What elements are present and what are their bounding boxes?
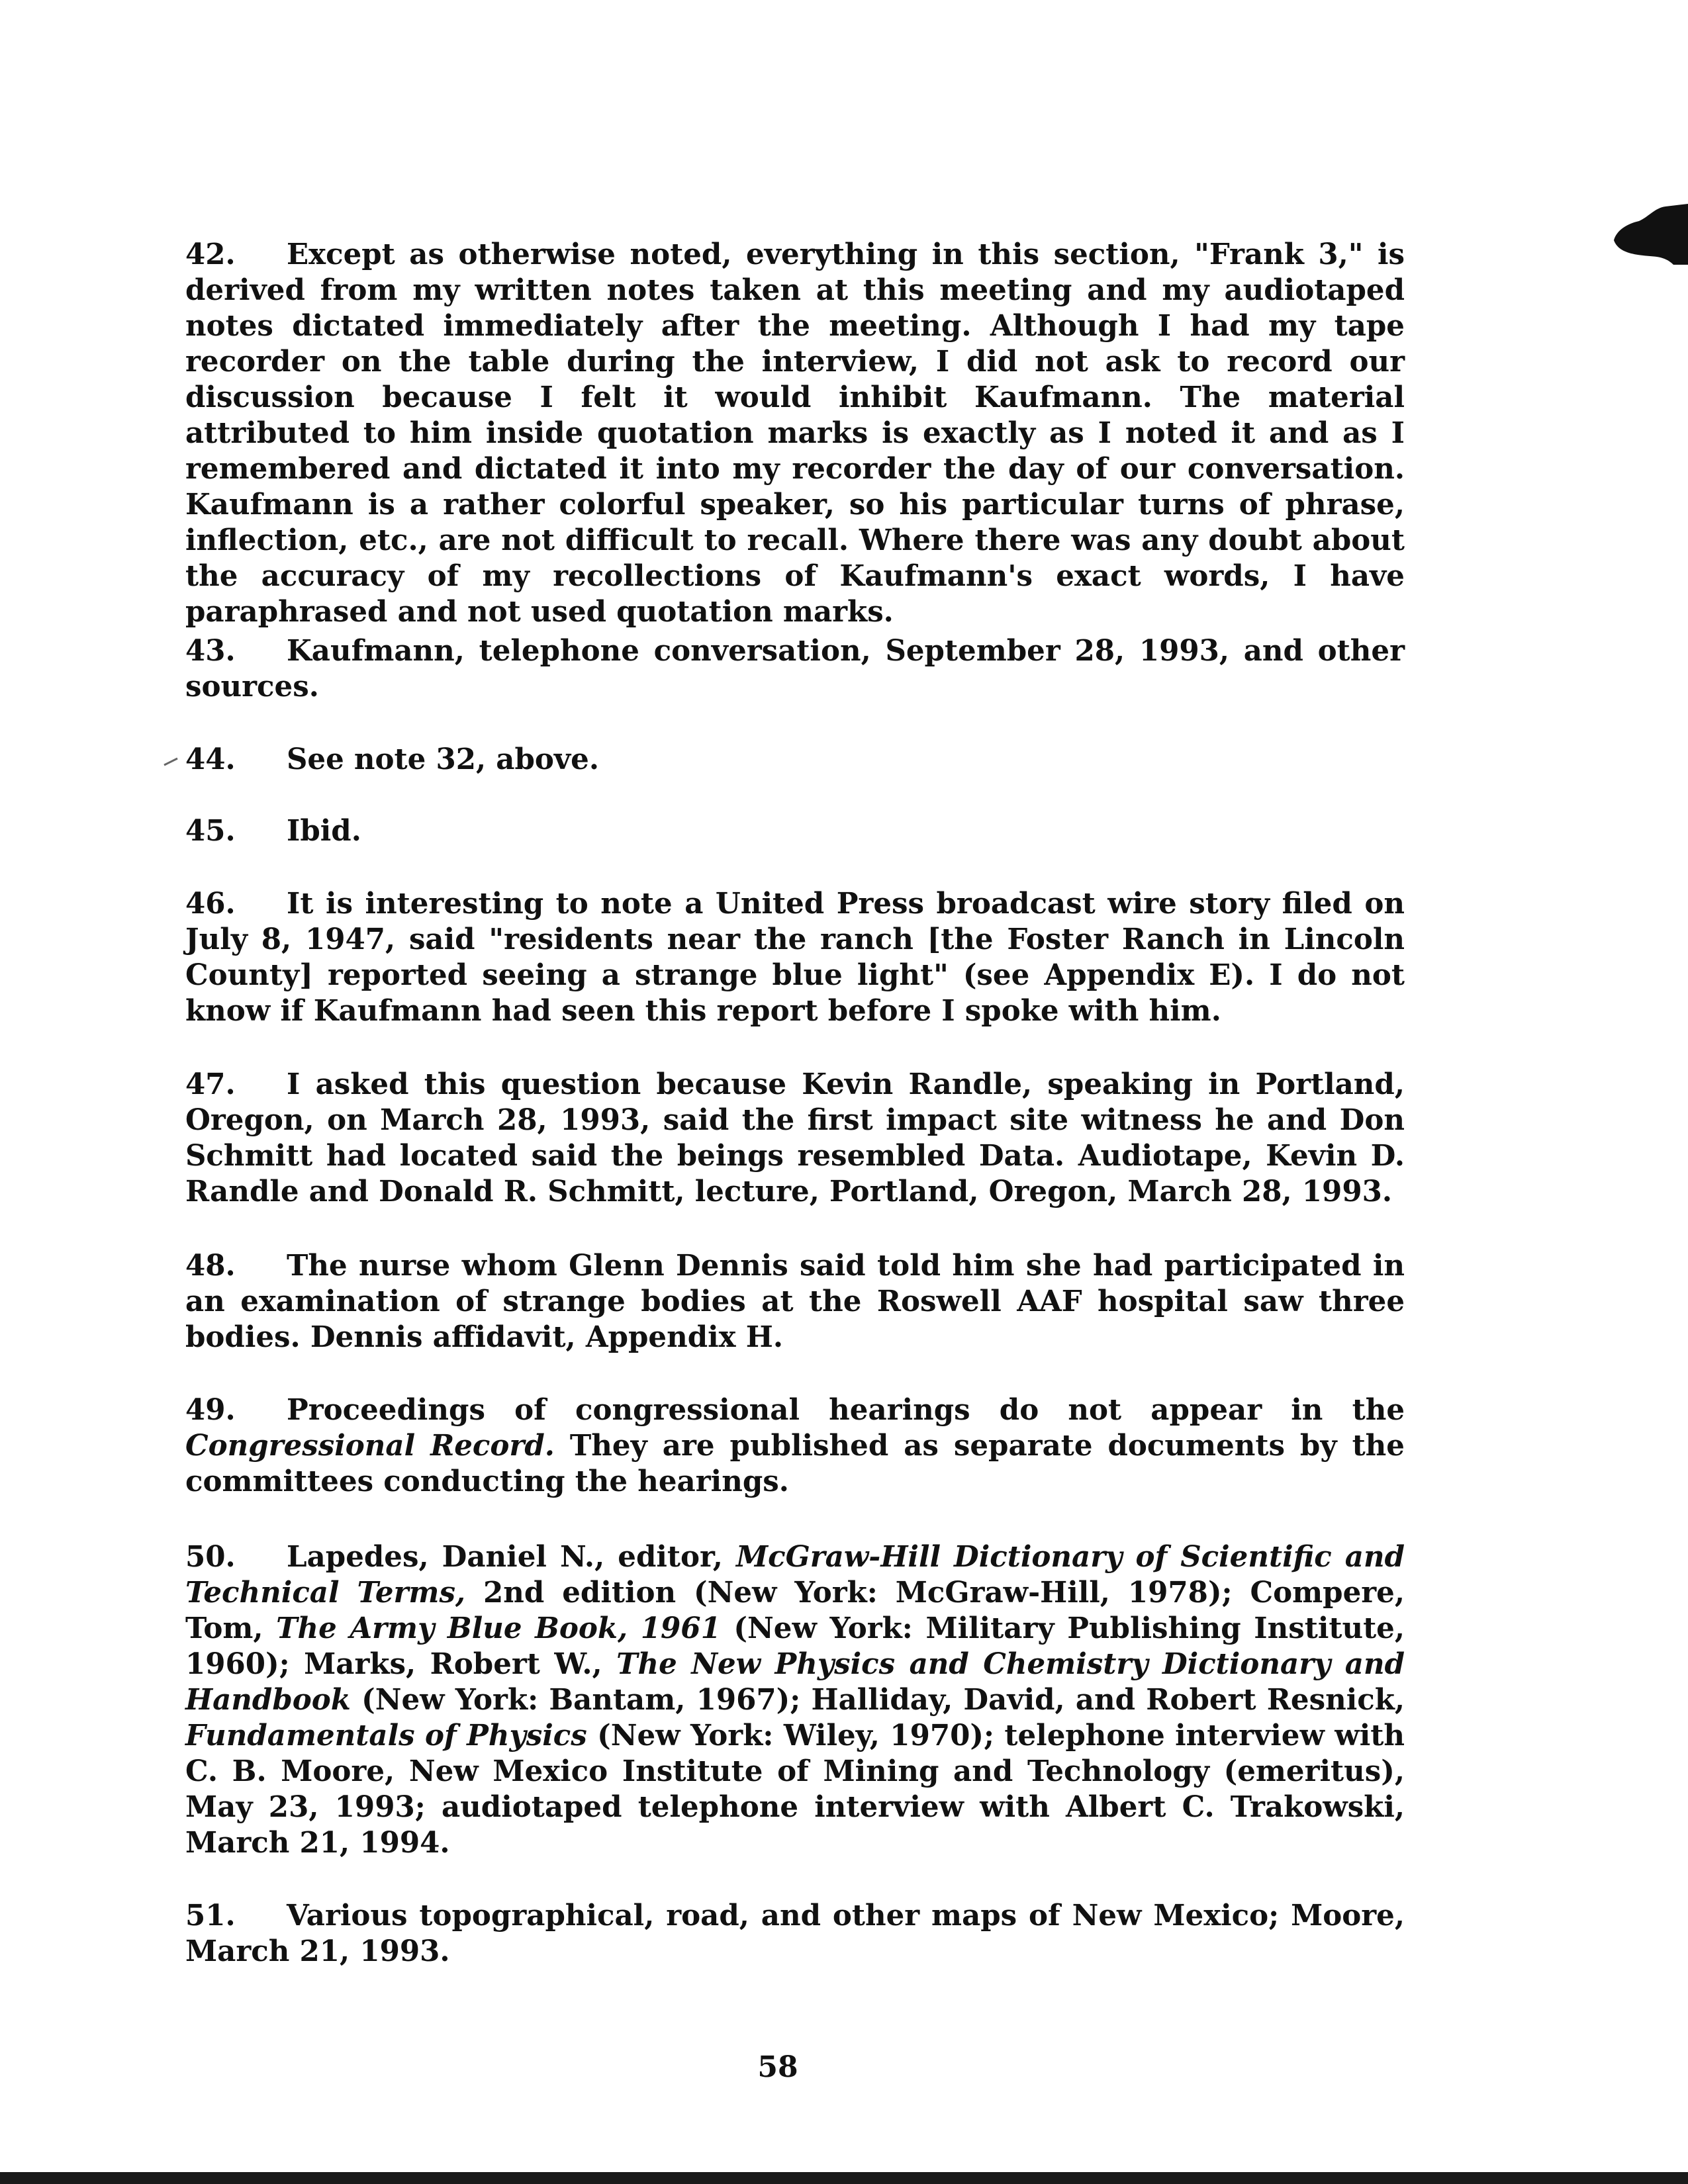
endnote-text: They are published as separate documents by the committees conducting the hearings.: [185, 1429, 1405, 1498]
endnote-item: [185, 1539, 1405, 1861]
endnote-number: 45.: [185, 814, 236, 848]
margin-tick-mark: [163, 756, 180, 768]
endnote-text: Kaufmann, telephone conversation, September 28, 1993, and other sources.: [185, 634, 1405, 704]
endnote-title: McGraw-Hill Dictionary of Scientific and Technical Terms,: [185, 1540, 1405, 1610]
endnote-text: (New York: Bantam, 1967); Halliday, David, and Robert Resnick,: [350, 1683, 1405, 1717]
endnote-text: See note 32, above.: [287, 743, 600, 776]
endnote-title: Congressional Record.: [185, 1429, 555, 1463]
endnote-item: [185, 813, 1405, 849]
endnote-text: (New York: Military Publishing Institute, 1960); Marks, Robert W.,: [185, 1612, 1405, 1681]
endnote-item: [185, 1248, 1405, 1355]
endnote-number: 48.: [185, 1249, 236, 1283]
endnote-number: 46.: [185, 887, 236, 921]
endnote-text: I asked this question because Kevin Randle, speaking in Portland, Oregon, on March 28, 1993, said the first impact site witness he and Don Schmitt had located said the beings resembled Data. Audiotape, Kevin D. Randle and Donald R. Schmitt, lecture, Portland, Oregon, March 28, 1993.: [185, 1068, 1405, 1208]
page-number: 58: [757, 2050, 798, 2084]
endnote-item: [185, 1898, 1405, 1970]
endnote-text: It is interesting to note a United Press broadcast wire story filed on July 8, 1947, said "residents near the ranch [the Foster Ranch in Lincoln County] reported seeing a strange blue light" (see Appendix E). I do not know if Kaufmann had seen this report before I spoke with him.: [185, 887, 1405, 1028]
endnote-item: [185, 633, 1405, 705]
endnote-text: Various topographical, road, and other maps of New Mexico; Moore, March 21, 1993.: [185, 1899, 1405, 1968]
endnote-title: The New Physics and Chemistry Dictionary and Handbook: [185, 1647, 1405, 1717]
endnote-number: 42.: [185, 238, 236, 271]
endnote-number: 51.: [185, 1899, 236, 1933]
endnote-text: Lapedes, Daniel N., editor,: [287, 1540, 736, 1574]
endnote-number: 50.: [185, 1540, 236, 1574]
scan-corner-blot: [1607, 204, 1688, 265]
endnote-title: Fundamentals of Physics: [185, 1719, 587, 1752]
endnote-number: 49.: [185, 1393, 236, 1427]
endnote-item: [185, 1392, 1405, 1500]
endnote-item: [185, 886, 1405, 1029]
endnote-title: The Army Blue Book, 1961: [276, 1612, 721, 1645]
endnote-text: The nurse whom Glenn Dennis said told him she had participated in an examination of strange bodies at the Roswell AAF hospital saw three bodies. Dennis affidavit, Appendix H.: [185, 1249, 1405, 1354]
endnote-item: [185, 742, 1405, 778]
endnote-item: [185, 237, 1405, 630]
endnote-text: Proceedings of congressional hearings do not appear in the: [287, 1393, 1405, 1427]
endnote-number: 44.: [185, 743, 236, 776]
endnote-number: 47.: [185, 1068, 236, 1101]
endnote-text: 2nd edition (New York: McGraw-Hill, 1978); Compere, Tom,: [185, 1576, 1405, 1645]
endnote-number: 43.: [185, 634, 236, 668]
endnote-text: Ibid.: [287, 814, 361, 848]
endnote-item: [185, 1067, 1405, 1210]
endnote-text: Except as otherwise noted, everything in this section, "Frank 3," is derived from my written notes taken at this meeting and my audiotaped notes dictated immediately after the meeting. Although I had my tape recorder on the table during the interview, I did not ask to record our discussion because I felt it would inhibit Kaufmann. The material attributed to him inside quotation marks is exactly as I noted it and as I remembered and dictated it into my recorder the day of our conversation. Kaufmann is a rather colorful speaker, so his particular turns of phrase, inflection, etc., are not difficult to recall. Where there was any doubt about the accuracy of my recollections of Kaufmann's exact words, I have paraphrased and not used quotation marks.: [185, 238, 1405, 629]
page-bottom-edge: [0, 2172, 1688, 2184]
endnote-text: (New York: Wiley, 1970); telephone interview with C. B. Moore, New Mexico Institute of Mining and Technology (emeritus), May 23, 1993; audiotaped telephone interview with Albert C. Trakowski, March 21, 1994.: [185, 1719, 1405, 1860]
